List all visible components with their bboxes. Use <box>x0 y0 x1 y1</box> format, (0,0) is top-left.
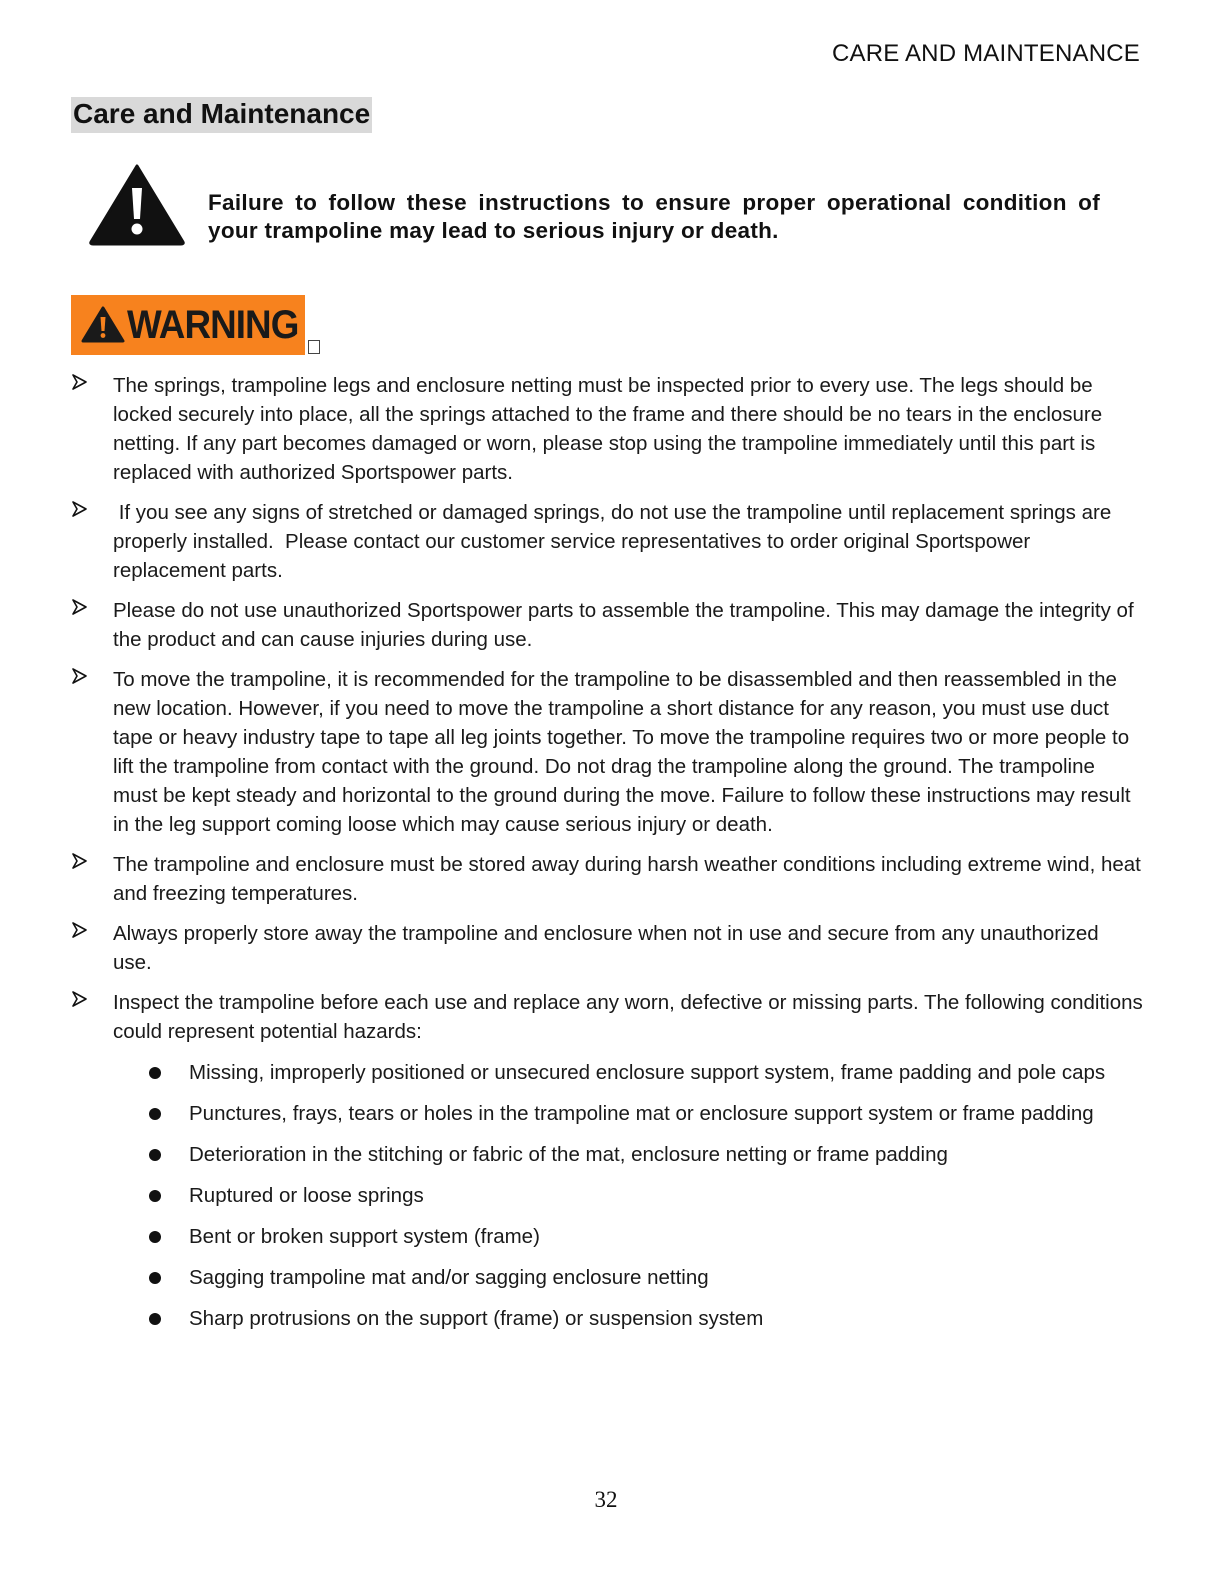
hazard-text: Bent or broken support system (frame) <box>189 1225 540 1248</box>
warning-label <box>71 295 305 355</box>
hazard-text: Sharp protrusions on the support (frame) or suspension system <box>189 1307 764 1330</box>
bullet-dot-icon <box>149 1231 161 1243</box>
missing-glyph-box <box>308 340 320 354</box>
list-item <box>0 371 1224 487</box>
hazard-list <box>0 1058 1224 1333</box>
list-item <box>0 850 1224 908</box>
running-header: CARE AND MAINTENANCE <box>831 40 1140 67</box>
arrow-bullet-icon <box>71 501 87 517</box>
hazard-text: Punctures, frays, tears or holes in the trampoline mat or enclosure support system or frame padding <box>189 1102 1094 1125</box>
list-item <box>0 988 1224 1333</box>
list-item <box>0 665 1224 839</box>
warning-triangle-icon <box>88 164 186 246</box>
bullet-dot-icon <box>149 1067 161 1079</box>
bullet-dot-icon <box>149 1149 161 1161</box>
page-number: 32 <box>594 1487 618 1512</box>
hazard-item <box>0 1263 1224 1292</box>
hazard-text: Sagging trampoline mat and/or sagging enclosure netting <box>189 1266 709 1289</box>
hazard-item <box>0 1304 1224 1333</box>
hazard-text: Ruptured or loose springs <box>189 1184 424 1207</box>
hazard-item <box>0 1099 1224 1128</box>
bullet-dot-icon <box>149 1272 161 1284</box>
hazard-text: Deterioration in the stitching or fabric of the mat, enclosure netting or frame padding <box>189 1143 948 1166</box>
list-item-text: The trampoline and enclosure must be stored away during harsh weather conditions including extreme wind, heat and freezing temperatures. <box>113 853 1141 905</box>
hazard-text: Missing, improperly positioned or unsecured enclosure support system, frame padding and pole caps <box>189 1061 1106 1084</box>
arrow-bullet-icon <box>71 668 87 684</box>
hazard-item <box>0 1140 1224 1169</box>
bullet-dot-icon <box>149 1190 161 1202</box>
warning-word: WARNING <box>127 302 299 347</box>
list-item-text: Always properly store away the trampoline and enclosure when not in use and secure from any unauthorized use. <box>113 922 1099 974</box>
caution-statement: Failure to follow these instructions to ensure proper operational condition of your trampoline may lead to serious injury or death. <box>208 190 1100 243</box>
hazard-item <box>0 1181 1224 1210</box>
bullet-dot-icon <box>149 1108 161 1120</box>
bullet-dot-icon <box>149 1313 161 1325</box>
arrow-bullet-icon <box>71 922 87 938</box>
list-item <box>0 498 1224 585</box>
hazard-item <box>0 1222 1224 1251</box>
alert-triangle-icon <box>81 306 125 344</box>
list-item <box>0 919 1224 977</box>
arrow-bullet-icon <box>71 374 87 390</box>
list-item-text: The springs, trampoline legs and enclosure netting must be inspected prior to every use. The legs should be locked securely into place, all the springs attached to the frame and there should be no tears in the enclosure netting. If any part becomes damaged or worn, please stop using the trampoline immediately until this part is replaced with authorized Sportspower parts. <box>113 374 1103 484</box>
list-item-text: To move the trampoline, it is recommended for the trampoline to be disassembled and then reassembled in the new location. However, if you need to move the trampoline a short distance for any reason, you must use duct tape or heavy industry tape to tape all leg joints together. To move the trampoline requires two or more people to lift the trampoline from contact with the ground. Do not drag the trampoline along the ground. The trampoline must be kept steady and horizontal to the ground during the move. Failure to follow these instructions may result in the leg support coming loose which may cause serious injury or death. <box>113 668 1131 836</box>
hazard-item <box>0 1058 1224 1087</box>
list-item-text: Inspect the trampoline before each use and replace any worn, defective or missing parts. The following conditions could represent potential hazards: <box>113 991 1143 1043</box>
list-item <box>0 596 1224 654</box>
arrow-bullet-icon <box>71 599 87 615</box>
list-item-text: If you see any signs of stretched or damaged springs, do not use the trampoline until replacement springs are properly installed. Please contact our customer service representatives to order original Sportspower replacement parts. <box>113 501 1117 582</box>
maintenance-list <box>0 371 1224 1345</box>
arrow-bullet-icon <box>71 853 87 869</box>
list-item-text: Please do not use unauthorized Sportspower parts to assemble the trampoline. This may damage the integrity of the product and can cause injuries during use. <box>113 599 1134 651</box>
section-title: Care and Maintenance <box>71 97 372 133</box>
arrow-bullet-icon <box>71 991 87 1007</box>
